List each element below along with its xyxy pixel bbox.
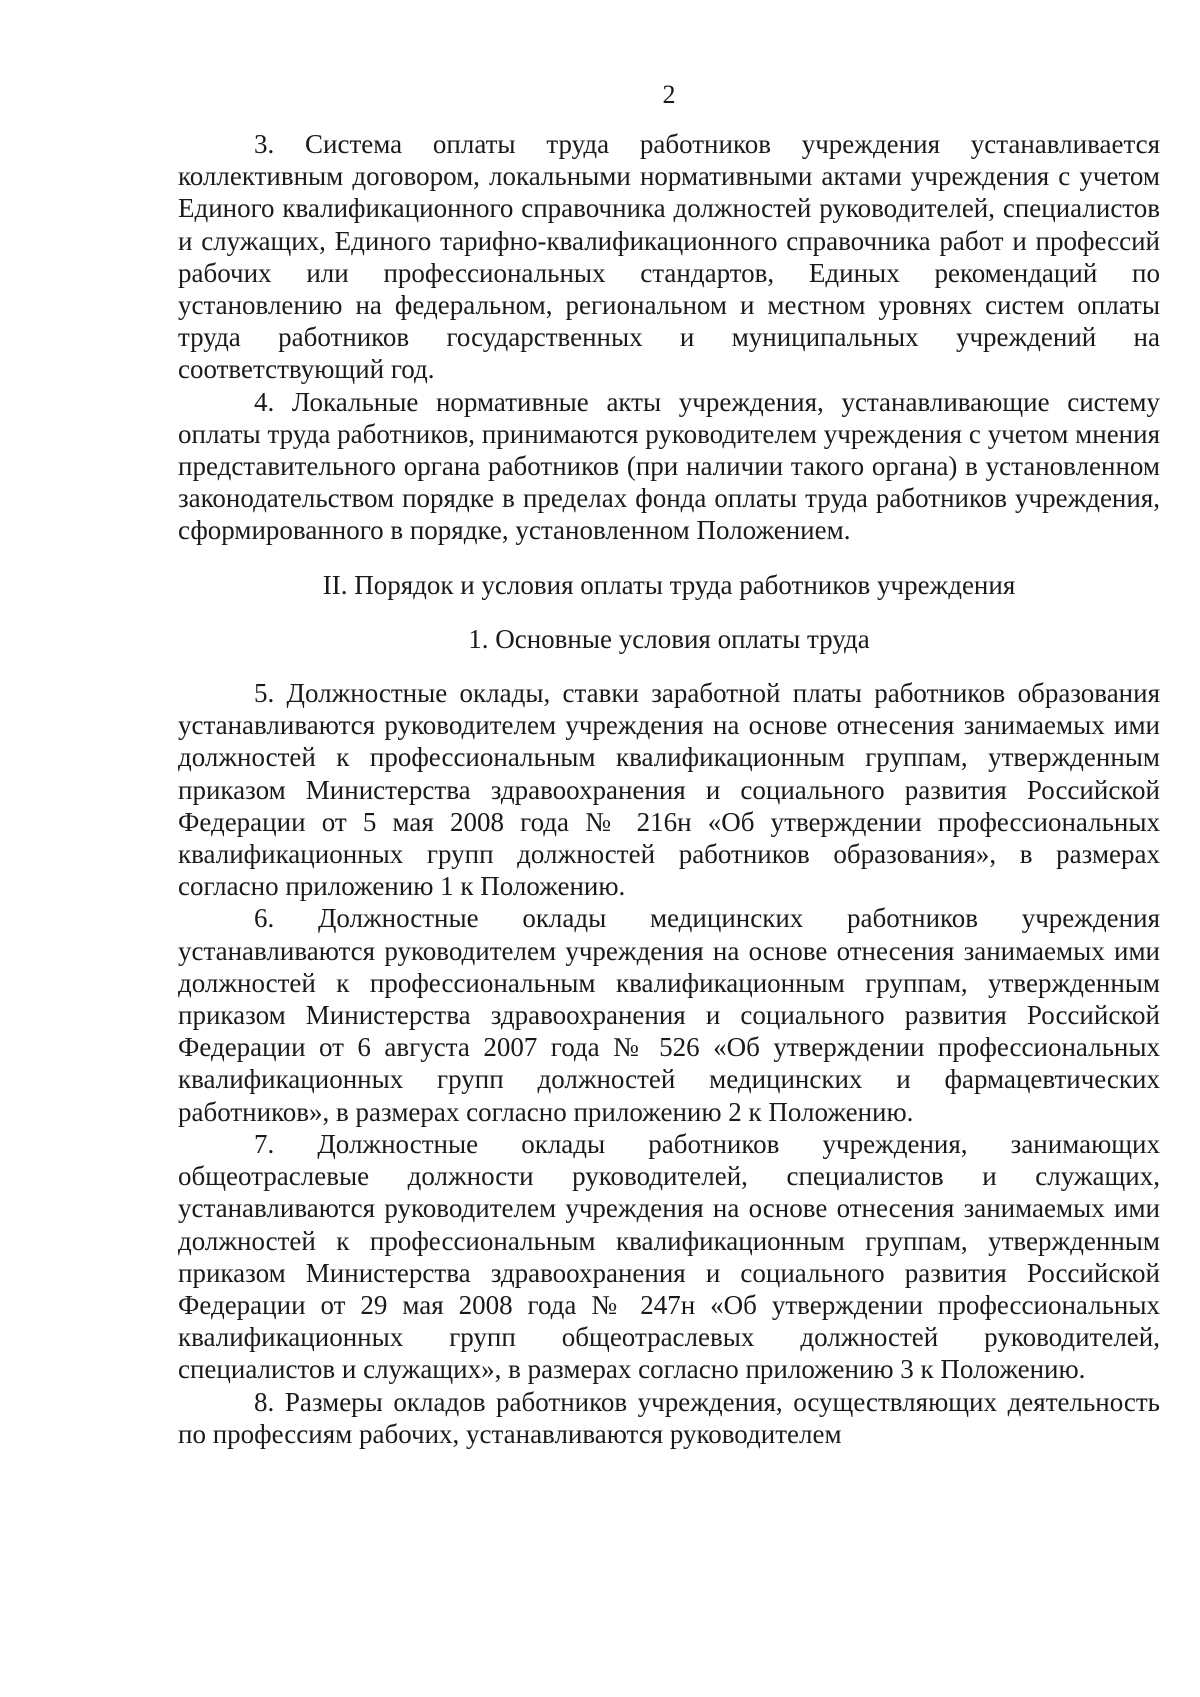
page-number: 2: [662, 80, 676, 109]
paragraph-3: 3. Система оплаты труда работников учреждения устанавливается коллективным договором, локальными нормативными актами учреждения с учетом Единого квалификационного справочника должностей руководителей, специалистов и служащих, Единого тарифно-квалификационного справочника работ и профессий рабочих или профессиональных стандартов, Единых рекомендаций по установлению на федеральном, региональном и местном уровнях систем оплаты труда работников государственных и муниципальных учреждений на соответствующий год.: [178, 129, 1160, 385]
section-heading: II. Порядок и условия оплаты труда работников учреждения: [322, 569, 1016, 600]
subsection-heading: 1. Основные условия оплаты труда: [468, 623, 870, 654]
paragraph-6: 6. Должностные оклады медицинских работников учреждения устанавливаются руководителем учреждения на основе отнесения занимаемых ими должностей к профессиональным квалификационным группам, утвержденным приказом Министерства здравоохранения и социального развития Российской Федерации от 6 августа 2007 года № 526 «Об утверждении профессиональных квалификационных групп должностей медицинских и фармацевтических работников», в размерах согласно приложению 2 к Положению.: [178, 903, 1160, 1127]
paragraph-4: 4. Локальные нормативные акты учреждения, устанавливающие систему оплаты труда работников, принимаются руководителем учреждения с учетом мнения представительного органа работников (при наличии такого органа) в установленном законодательством порядке в пределах фонда оплаты труда работников учреждения, сформированного в порядке, установленном Положением.: [178, 386, 1160, 546]
paragraph-5: 5. Должностные оклады, ставки заработной платы работников образования устанавливаются руководителем учреждения на основе отнесения занимаемых ими должностей к профессиональным квалификационным группам, утвержденным приказом Министерства здравоохранения и социального развития Российской Федерации от 5 мая 2008 года № 216н «Об утверждении профессиональных квалификационных групп должностей работников образования», в размерах согласно приложению 1 к Положению.: [178, 678, 1160, 902]
document-body: [178, 128, 1160, 1450]
paragraph-8: 8. Размеры окладов работников учреждения, осуществляющих деятельность по профессиям рабочих, устанавливаются руководителем: [178, 1386, 1160, 1449]
paragraph-7: 7. Должностные оклады работников учреждения, занимающих общеотраслевые должности руководителей, специалистов и служащих, устанавливаются руководителем учреждения на основе отнесения занимаемых ими должностей к профессиональным квалификационным группам, утвержденным приказом Министерства здравоохранения и социального развития Российской Федерации от 29 мая 2008 года № 247н «Об утверждении профессиональных квалификационных групп общеотраслевых должностей руководителей, специалистов и служащих», в размерах согласно приложению 3 к Положению.: [178, 1128, 1160, 1385]
